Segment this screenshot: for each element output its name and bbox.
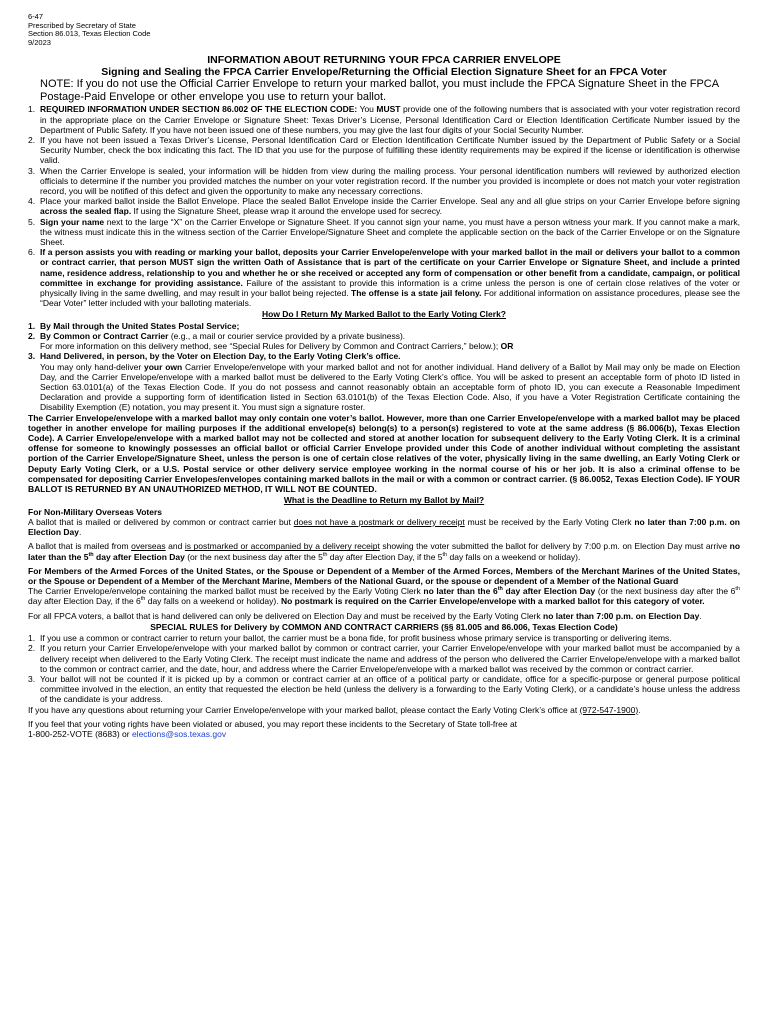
- return-methods-list: [28, 321, 740, 413]
- deadline-heading: What is the Deadline to Return my Ballot by Mail?: [283, 495, 485, 506]
- instruction-item: 2. If you have not been issued a Texas Driver’s License, Personal Identification Card or Election Identification Certificate Number issued by the Department of Public Safety or a Social Security Number, check the box indicating this fact. The ID that you use for the purpose of fulfilling these identity requirements may be expired if the license or identification is otherwise valid.: [28, 134, 740, 166]
- document-title: INFORMATION ABOUT RETURNING YOUR FPCA CARRIER ENVELOPE: [207, 54, 561, 67]
- non-military-paragraph-1: A ballot that is mailed or delivered by common or contract carrier but does not have a postmark or delivery receipt must be received by the Early Voting Clerk no later than 7:00 p.m. on Election Day.: [28, 516, 740, 538]
- instruction-item: 3. When the Carrier Envelope is sealed, your information will be hidden from view during the mailing process. Your personal identification numbers will reviewed by authorized election officials to determine if the number you provided matches the number on your voter registration record. If the number you provided is incomplete or does not match your voter registration record, you will be notified of this defect and given the opportunity to make any necessary corrections.: [28, 165, 740, 196]
- non-military-paragraph-2: A ballot that is mailed from overseas and is postmarked or accompanied by a delivery receipt showing the voter submitted the ballot for delivery by 7:00 p.m. on Election Day must arrive no later than the 5th day after Election Day (or the next business day after the 5th day after Election Day, if the 5th day falls on a weekend or holiday).: [28, 541, 741, 562]
- special-rule-item: 1. If you use a common or contract carrier to return your ballot, the carrier must be a bona fide, for profit business whose primary service is transporting or delivering items.: [28, 633, 672, 644]
- instructions-list: [28, 104, 740, 308]
- non-military-heading: For Non-Military Overseas Voters: [28, 506, 162, 517]
- document-subtitle: Signing and Sealing the FPCA Carrier Envelope/Returning the Official Election Signature Sheet for an FPCA Voter: [101, 66, 667, 79]
- return-method-item: 3. Hand Delivered, in person, by the Voter on Election Day, to the Early Voting Clerk’s office. You may only hand-deliver your own Carrier Envelope/envelope with your marked ballot and not for another individual. Hand delivery of a Ballot by Mail may only be made on Election Day, and the Carrier Envelope/envelope with a marked ballot must be delivered to the Early Voting Clerk’s office. You will be asked to present an acceptable form of photo ID listed in Section 63.0101(a) of the Texas Election Code. If you do not possess and cannot reasonably obtain an acceptable form of photo ID, you can execute a Reasonable Impediment Declaration and provide a supporting form of identification listed in Section 63.0101(b) of the Texas Election Code. Also, if you have a Voter Registration Certificate containing the Disability Exemption (E) notation, you may present it. You must sign a signature roster.: [28, 351, 740, 413]
- instruction-item: 4. Place your marked ballot inside the Ballot Envelope. Place the sealed Ballot Envelope inside the Carrier Envelope. Seal any and all glue strips on your Carrier Envelope before signing across the sealed flap. If using the Signature Sheet, please wrap it around the envelope used for secrecy.: [28, 196, 740, 217]
- return-methods-heading: How Do I Return My Marked Ballot to the Early Voting Clerk?: [261, 309, 506, 320]
- note-paragraph: NOTE: If you do not use the Official Carrier Envelope to return your marked ballot, you must include the FPCA Signature Sheet in the FPCA Postage-Paid Envelope or other envelope you use to return your ballot.: [40, 78, 719, 104]
- instruction-item: 5. Sign your name next to the large “X” on the Carrier Envelope or Signature Sheet. If you cannot sign your name, you must have a person witness your mark. If you cannot make a mark, the witness must indicate this in the witness section of the Carrier Envelope/Signature Sheet and complete the applicable section on the back of the Carrier Envelope or on the Signature Sheet.: [28, 216, 741, 248]
- form-number: 6-47: [28, 12, 44, 21]
- instruction-item: 6. If a person assists you with reading or marking your ballot, deposits your Carrier Envelope/envelope with your marked ballot in the mail or delivers your ballot to a common or contract carrier, that person MUST sign the written Oath of Assistance that is part of the certificate on your Carrier Envelope or Signature Sheet, and include a printed name, residence address, relationship to you and whether he or she received or accepted any form of compensation or other benefit from a candidate, campaign, or political committee in exchange for providing assistance. Failure of the assistant to provide this information is a crime unless the person is one of certain close relatives of the voter or physically living in the same dwelling, and may result in your ballot being rejected. The offense is a state jail felony. For additional information on assistance procedures, please see the “Dear Voter” letter included with your balloting materials.: [28, 247, 740, 309]
- form-date: 9/2023: [28, 37, 51, 47]
- elections-email-link[interactable]: elections@sos.texas.gov: [131, 728, 227, 739]
- special-rule-item: 3. Your ballot will not be counted if it is picked up by a common or contract carrier at an office of a political party or candidate, office for a specific-purpose or general purpose political committee involved in the election, an entity that requested the election be held (unless the delivery is a forwarding to the Early Voting Clerk), or a candidate’s house unless the address of the candidate is your address.: [28, 673, 740, 705]
- military-paragraph: The Carrier Envelope/envelope containing the marked ballot must be received by the Early Voting Clerk no later than the 6th day after Election Day (or the next business day after the 6th day after Election Day, if the 6th day falls on a weekend or holiday). No postmark is required on the Carrier Envelope/envelope with a marked ballot for this category of voter.: [28, 586, 741, 607]
- questions-paragraph: If you have any questions about returning your Carrier Envelope/envelope with your marked ballot, please contact the Early Voting Clerk’s office at (972-547-1900).: [28, 704, 641, 715]
- all-fpca-paragraph: For all FPCA voters, a ballot that is hand delivered can only be delivered on Election Day and must be received by the Early Voting Clerk no later than 7:00 p.m. on Election Day.: [28, 610, 702, 621]
- instruction-item: 1. REQUIRED INFORMATION UNDER SECTION 86.002 OF THE ELECTION CODE: You MUST provide one of the following numbers that is associated with your voter registration record in the appropriate place on the Carrier Envelope or Signature Sheet: Texas Driver’s License, Personal Identification Card or Election Identification Certificate Number issued by the Department of Public Safety. If you have not been issued one of these numbers, you may give the last four digits of your Social Security Number.: [28, 104, 740, 135]
- special-rules-heading: SPECIAL RULES for Delivery by COMMON AND CONTRACT CARRIERS (§§ 81.005 and 86.006, Texas Election Code): [150, 621, 618, 632]
- warning-paragraph: The Carrier Envelope/envelope with a marked ballot may only contain one voter’s ballot. However, more than one Carrier Envelope/envelope with a marked ballot may be placed together in another envelope for mailing purposes if the additional envelope(s) belong(s) to a person(s) registered to vote at the same address (§ 86.006(b), Texas Election Code). A Carrier Envelope/envelope with a marked ballot may not be collected and stored at another location for subsequent delivery to the Early Voting Clerk. It is a criminal offense for someone to knowingly possesses an official ballot or official Carrier Envelope provided under this Code of another individual without completing the assistant portion of the Carrier Envelope/Signature Sheet, unless the person is one of certain close relatives of the voter, physically living in the same dwelling, an Early Voting Clerk or Deputy Early Voting Clerk, or a U.S. Postal service or other delivery service employee working in the normal course of his or her job. It is also a criminal offense to be compensated for depositing Carrier Envelopes/envelopes containing marked ballots in the mail or with a common or contract carrier. (§ 86.0052, Texas Election Code). IF YOUR BALLOT IS RETURNED BY AN UNAUTHORIZED METHOD, IT WILL NOT BE COUNTED.: [28, 412, 740, 495]
- clerk-phone-number: (972-547-1900): [579, 704, 639, 715]
- rights-paragraph: If you feel that your voting rights have been violated or abused, you may report these incidents to the Secretary of State toll-free at 1-800-252-VOTE (8683) or elections@sos.texas.gov: [28, 718, 518, 739]
- section-reference: Section 86.013, Texas Election Code: [28, 29, 151, 39]
- special-rule-item: 2. If you return your Carrier Envelope/envelope with your marked ballot by common or contract carrier, your Carrier Envelope/envelope with your marked ballot must be accompanied by a delivery receipt when delivered to the Early Voting Clerk. The receipt must indicate the name and address of the person who delivered the Carrier Envelope/envelope with a marked ballot to the common or contract carrier, and the date, hour, and address where the Carrier Envelope/envelope with a marked ballot was received by the common or contract carrier.: [28, 643, 740, 674]
- prescribed-by: Prescribed by Secretary of State: [28, 20, 136, 30]
- form-header: [28, 13, 740, 47]
- return-method-item: 2. By Common or Contract Carrier (e.g., a mail or courier service provided by a private business). For more information on this delivery method, see “Special Rules for Delivery by Common and Contract Carriers,” below.); OR: [28, 331, 514, 352]
- return-method-item: 1. By Mail through the United States Postal Service;: [28, 320, 240, 331]
- special-rules-list: [28, 633, 740, 704]
- military-heading: For Members of the Armed Forces of the United States, or the Spouse or Dependent of a Member of the Armed Forces, Members of the Merchant Marines of the United States, or the Spouse or Dependent of a Member of the Merchant Marine, Members of the National Guard, or the spouse or dependent of a Member of the National Guard: [28, 565, 740, 586]
